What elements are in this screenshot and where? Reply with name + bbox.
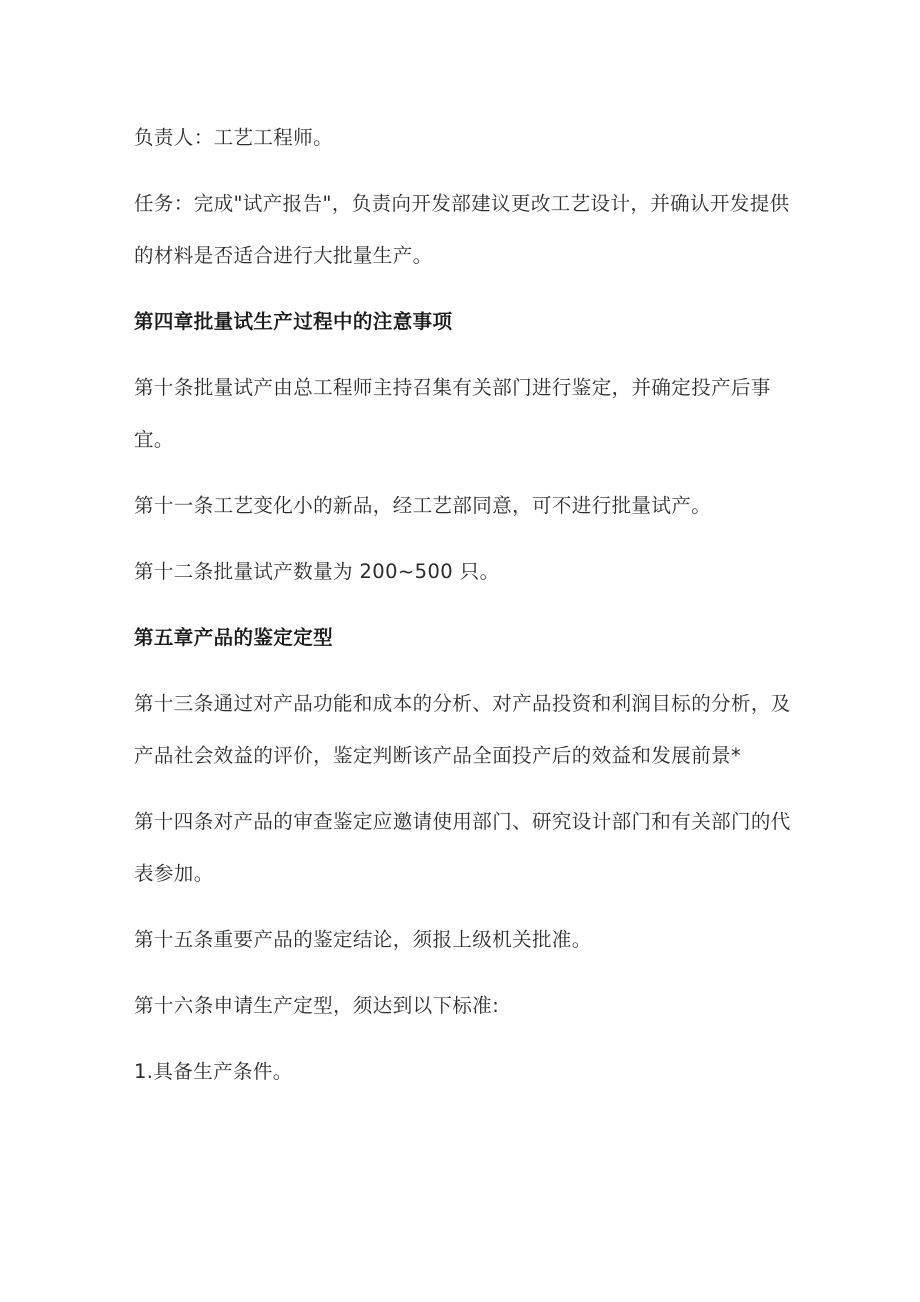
article-13: 第十三条通过对产品功能和成本的分析、对产品投资和利润目标的分析，及产品社会效益的评价，鉴定判断该产品全面投产后的效益和发展前景* xyxy=(134,692,791,767)
article-11: 第十一条工艺变化小的新品，经工艺部同意，可不进行批量试产。 xyxy=(134,494,712,517)
article-14: 第十四条对产品的审查鉴定应邀请使用部门、研究设计部门和有关部门的代表参加。 xyxy=(134,810,791,885)
article-10: 第十条批量试产由总工程师主持召集有关部门进行鉴定，并确定投产后事宜。 xyxy=(134,376,771,451)
article-16: 第十六条申请生产定型，须达到以下标准: xyxy=(134,994,500,1017)
task-description: 任务：完成"试产报告"，负责向开发部建议更改工艺设计，并确认开发提供的材料是否适合进行大批量生产。 xyxy=(134,192,790,267)
article-12: 第十二条批量试产数量为 200~500 只。 xyxy=(134,560,500,583)
chapter-5-heading: 第五章产品的鉴定定型 xyxy=(134,626,334,649)
list-item-1: 1.具备生产条件。 xyxy=(134,1060,293,1083)
chapter-4-heading: 第四章批量试生产过程中的注意事项 xyxy=(134,310,453,333)
article-15: 第十五条重要产品的鉴定结论，须报上级机关批准。 xyxy=(134,928,592,951)
document-body xyxy=(134,112,794,1098)
responsible-person-line: 负责人：工艺工程师。 xyxy=(134,126,334,149)
